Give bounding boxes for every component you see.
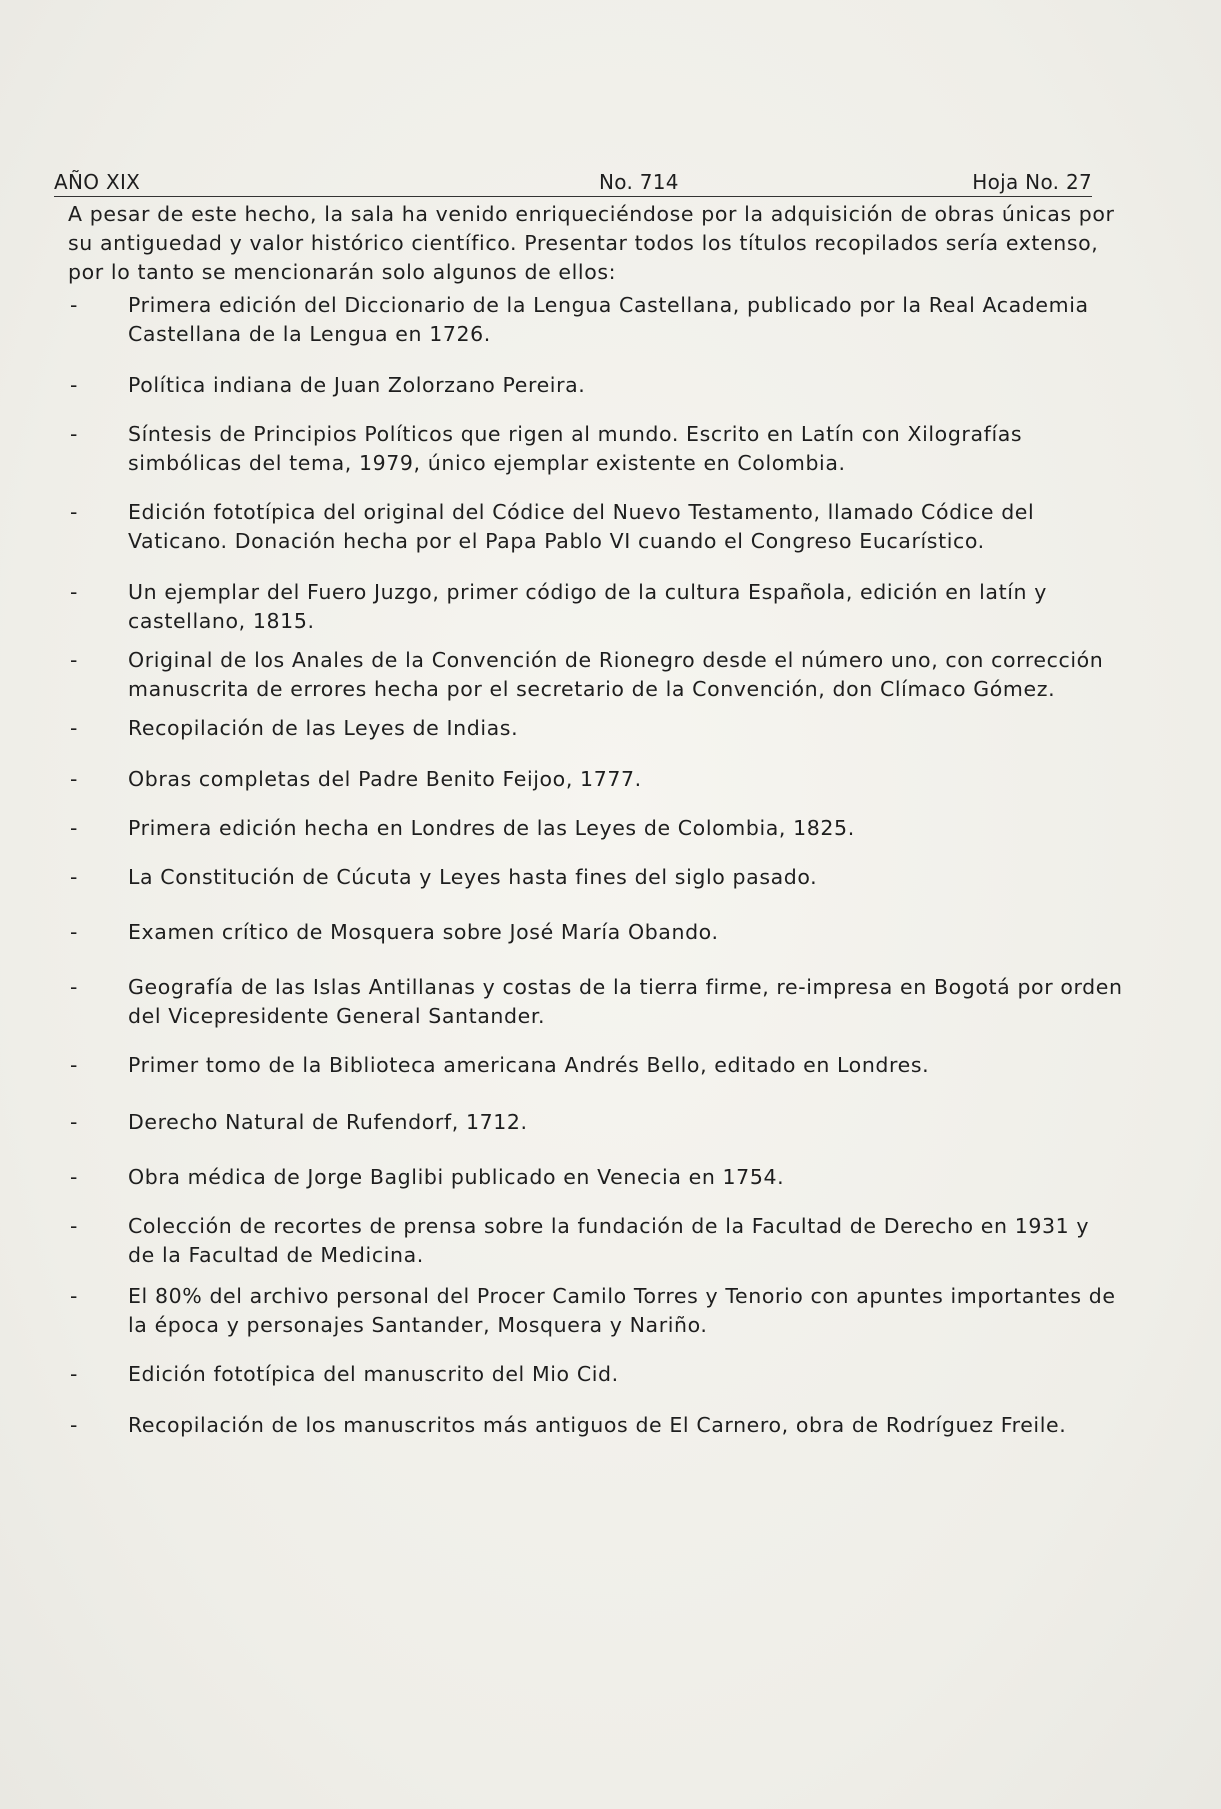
list-item — [68, 973, 1123, 1031]
list-item — [68, 1051, 1123, 1080]
bullet-dash: - — [70, 648, 78, 672]
list-item-text: Recopilación de los manuscritos más antiguos de El Carnero, obra de Rodríguez Freile. — [128, 1413, 1067, 1437]
list-item — [68, 578, 1123, 636]
bullet-dash: - — [70, 1284, 78, 1308]
bullet-dash: - — [70, 422, 78, 446]
list-item-text: Recopilación de las Leyes de Indias. — [128, 716, 519, 740]
list-item-text: Edición fototípica del original del Códice del Nuevo Testamento, llamado Códice del Vaticano. Donación hecha por el Papa Pablo VI cuando el Congreso Eucarístico. — [128, 500, 1035, 553]
header-year: AÑO XIX — [54, 170, 141, 194]
list-item-text: Primera edición hecha en Londres de las Leyes de Colombia, 1825. — [128, 816, 855, 840]
list-item — [68, 1163, 1123, 1192]
list-item — [68, 1212, 1123, 1270]
list-item — [68, 714, 1123, 743]
document-body — [68, 200, 1123, 1440]
bullet-dash: - — [70, 1110, 78, 1134]
list-item-text: El 80% del archivo personal del Procer Camilo Torres y Tenorio con apuntes importantes de la época y personajes Santander, Mosquera y Nariño. — [128, 1284, 1116, 1337]
header-number: No. 714 — [599, 170, 679, 194]
list-item-text: Obras completas del Padre Benito Feijoo, 1777. — [128, 767, 642, 791]
list-item-text: Colección de recortes de prensa sobre la fundación de la Facultad de Derecho en 1931 y de la Facultad de Medicina. — [128, 1214, 1090, 1267]
list-item — [68, 1108, 1123, 1137]
bullet-dash: - — [70, 1214, 78, 1238]
list-item — [68, 1282, 1123, 1340]
header-divider — [54, 196, 1092, 197]
list-item — [68, 1411, 1123, 1440]
bullet-dash: - — [70, 500, 78, 524]
bullet-dash: - — [70, 1053, 78, 1077]
bullet-dash: - — [70, 920, 78, 944]
list-item — [68, 863, 1123, 892]
list-item — [68, 765, 1123, 794]
bullet-dash: - — [70, 865, 78, 889]
bullet-dash: - — [70, 1165, 78, 1189]
bullet-dash: - — [70, 580, 78, 604]
list-item-text: La Constitución de Cúcuta y Leyes hasta fines del siglo pasado. — [128, 865, 818, 889]
list-item-text: Edición fototípica del manuscrito del Mio Cid. — [128, 1362, 619, 1386]
list-item — [68, 814, 1123, 843]
list-item-text: Política indiana de Juan Zolorzano Pereira. — [128, 373, 586, 397]
list-item — [68, 291, 1123, 349]
list-item — [68, 646, 1123, 704]
list-item-text: Geografía de las Islas Antillanas y costas de la tierra firme, re-impresa en Bogotá por orden del Vicepresidente General Santander. — [128, 975, 1123, 1028]
bullet-dash: - — [70, 1362, 78, 1386]
list-item-text: Primer tomo de la Biblioteca americana Andrés Bello, editado en Londres. — [128, 1053, 930, 1077]
bullet-dash: - — [70, 767, 78, 791]
bullet-dash: - — [70, 975, 78, 999]
list-item — [68, 371, 1123, 400]
bullet-dash: - — [70, 293, 78, 317]
list-item-text: Primera edición del Diccionario de la Lengua Castellana, publicado por la Real Academia Castellana de la Lengua en 1726. — [128, 293, 1089, 346]
bullet-dash: - — [70, 716, 78, 740]
list-item-text: Original de los Anales de la Convención de Rionegro desde el número uno, con corrección manuscrita de errores hecha por el secretario de la Convención, don Clímaco Gómez. — [128, 648, 1104, 701]
list-item-text: Obra médica de Jorge Baglibi publicado en Venecia en 1754. — [128, 1165, 785, 1189]
list-item-text: Derecho Natural de Rufendorf, 1712. — [128, 1110, 528, 1134]
header-sheet: Hoja No. 27 — [972, 170, 1092, 194]
bullet-dash: - — [70, 816, 78, 840]
intro-paragraph: A pesar de este hecho, la sala ha venido enriqueciéndose por la adquisición de obras únicas por su antiguedad y valor histórico científico. Presentar todos los títulos recopilados sería extenso, por lo tanto se mencionarán solo algunos de ellos: — [68, 202, 1115, 284]
list-item-text: Un ejemplar del Fuero Juzgo, primer código de la cultura Española, edición en latín y castellano, 1815. — [128, 580, 1047, 633]
bullet-dash: - — [70, 373, 78, 397]
list-item — [68, 498, 1123, 556]
list-item-text: Examen crítico de Mosquera sobre José María Obando. — [128, 920, 719, 944]
bullet-dash: - — [70, 1413, 78, 1437]
list-item — [68, 1360, 1123, 1389]
page-header — [54, 170, 1092, 198]
list-item — [68, 420, 1123, 478]
list-item-text: Síntesis de Principios Políticos que rigen al mundo. Escrito en Latín con Xilografías simbólicas del tema, 1979, único ejemplar existente en Colombia. — [128, 422, 1023, 475]
list-item — [68, 918, 1123, 947]
